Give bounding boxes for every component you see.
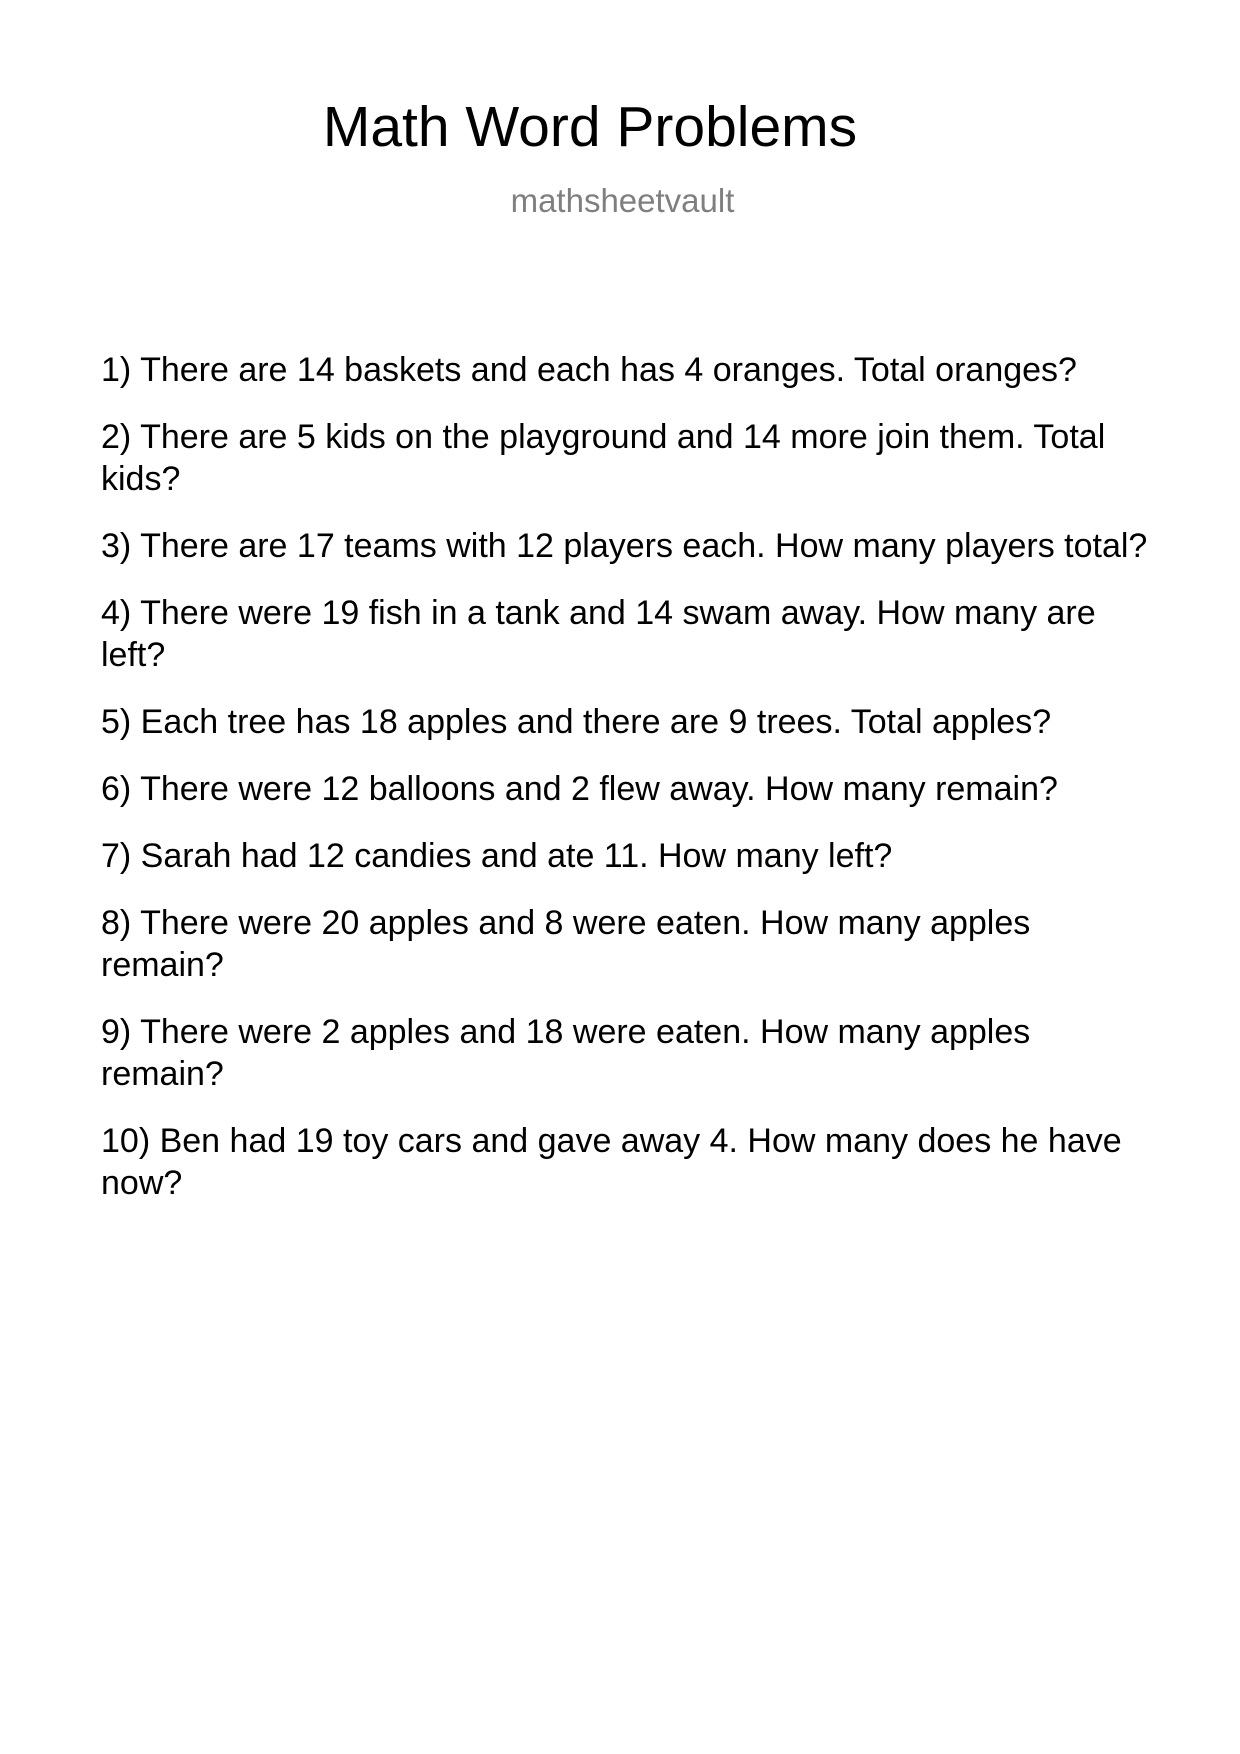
problem-item-2: 2) There are 5 kids on the playground and 14 more join them. Total kids? [101,418,1106,498]
source-label: mathsheetvault [510,182,735,219]
problem-item-9: 9) There were 2 apples and 18 were eaten. How many apples remain? [101,1013,1031,1093]
problem-item-7: 7) Sarah had 12 candies and ate 11. How many left? [101,837,893,875]
problem-item-6: 6) There were 12 balloons and 2 flew away. How many remain? [101,770,1058,808]
page-title: Math Word Problems [322,95,858,159]
problem-item-4: 4) There were 19 fish in a tank and 14 swam away. How many are left? [101,594,1096,674]
problem-item-3: 3) There are 17 teams with 12 players each. How many players total? [101,527,1148,565]
problem-list [101,349,1151,1229]
problem-item-5: 5) Each tree has 18 apples and there are 9 trees. Total apples? [101,703,1052,741]
problem-item-10: 10) Ben had 19 toy cars and gave away 4. How many does he have now? [101,1122,1122,1202]
problem-item-1: 1) There are 14 baskets and each has 4 oranges. Total oranges? [101,351,1077,389]
problem-item-8: 8) There were 20 apples and 8 were eaten. How many apples remain? [101,904,1031,984]
